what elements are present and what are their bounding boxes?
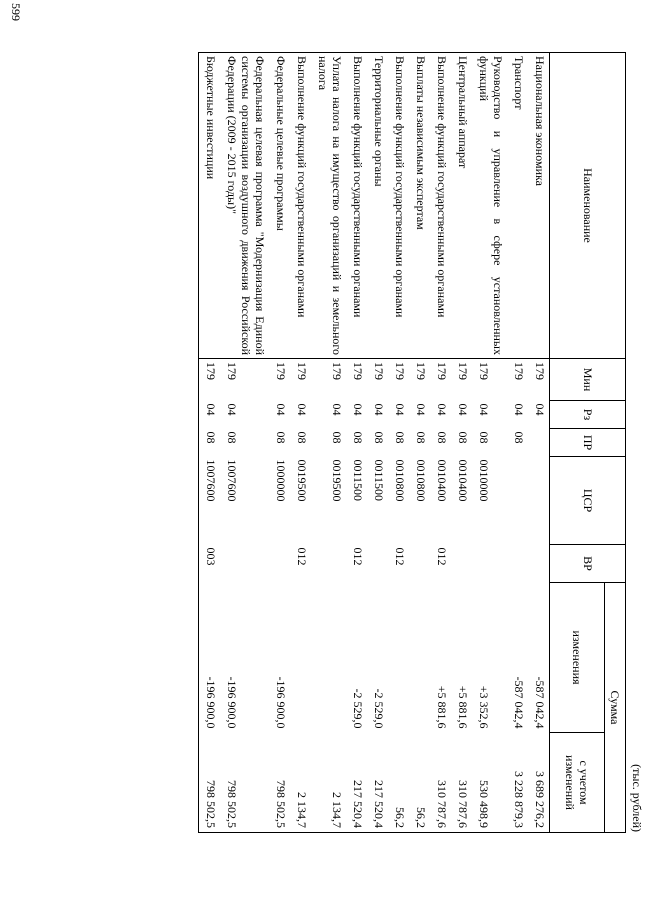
table-row: [346, 53, 367, 833]
row-rz: 04: [477, 403, 491, 416]
row-rz: 04: [414, 403, 428, 416]
header-rz: Рз: [550, 401, 626, 429]
row-changes: -196 900,0: [225, 676, 239, 729]
header-min: Мин: [550, 359, 626, 401]
row-name: Уплата налога на имущество организаций и земельного налога: [311, 53, 346, 359]
row-pr: 08: [330, 431, 344, 444]
row-changes: [311, 583, 346, 733]
row-csr: [507, 457, 528, 545]
row-pr: 08: [372, 431, 386, 444]
row-pr: 08: [456, 431, 470, 444]
table-row: [507, 53, 528, 833]
header-pr: ПР: [550, 429, 626, 457]
row-changes: -2 529,0: [351, 688, 365, 729]
row-pr: [528, 429, 550, 457]
page-number: 599: [9, 3, 23, 21]
table-row: [290, 53, 311, 833]
header-vr: ВР: [550, 545, 626, 583]
header-name: Наименование: [550, 53, 626, 359]
row-with-changes: 3 689 276,2: [528, 733, 550, 833]
row-changes: -196 900,0: [274, 676, 288, 729]
row-name: Федеральная целевая программа "Модернизация Единой системы организации воздушного движения Российской Федерации (2009 - 2015 годы)": [220, 53, 269, 359]
row-vr: [220, 545, 269, 583]
row-rz: 04: [274, 403, 288, 416]
row-csr: 0011500: [372, 459, 386, 502]
row-name: Территориальные органы: [367, 53, 388, 359]
table-row: [472, 53, 507, 833]
row-min: 179: [372, 362, 386, 380]
row-min: 179: [533, 362, 547, 380]
row-name: Руководство и управление в сфере установленных функций: [472, 53, 507, 359]
table-row: [220, 53, 269, 833]
table-row: [430, 53, 451, 833]
header-csr: ЦСР: [550, 457, 626, 545]
row-changes: -196 900,0: [199, 583, 221, 733]
row-csr: 0010000: [477, 459, 491, 502]
row-rz: 04: [351, 403, 365, 416]
row-vr: [507, 545, 528, 583]
row-vr: [472, 545, 507, 583]
row-csr: 0011500: [351, 459, 365, 502]
header-changes: изменения: [550, 583, 605, 733]
table-row: [409, 53, 430, 833]
row-min: 179: [393, 362, 407, 380]
row-rz: 04: [533, 403, 547, 416]
row-csr: 0019500: [295, 459, 309, 502]
row-csr: 0010800: [393, 459, 407, 502]
row-with-changes: 2 134,7: [290, 733, 311, 833]
row-changes: -587 042,4: [533, 676, 547, 729]
row-vr: 012: [295, 547, 309, 566]
row-pr: 08: [225, 431, 239, 444]
row-with-changes: 798 502,5: [199, 733, 221, 833]
row-csr: 1000000: [274, 459, 288, 502]
row-csr: 0010800: [414, 459, 428, 502]
row-vr: [311, 545, 346, 583]
budget-table-sheet: [150, 52, 646, 832]
row-vr: [269, 545, 290, 583]
row-csr: [528, 457, 550, 545]
header-sum: Сумма: [605, 583, 626, 833]
row-with-changes: 798 502,5: [220, 733, 269, 833]
row-name: Центральный аппарат: [451, 53, 472, 359]
row-min: 179: [477, 362, 491, 380]
row-pr: 08: [199, 429, 221, 457]
row-rz: 04: [295, 403, 309, 416]
row-rz: 04: [456, 403, 470, 416]
row-rz: 04: [372, 403, 386, 416]
row-name: Выполнение функций государственными органами: [346, 53, 367, 359]
row-pr: 08: [477, 431, 491, 444]
row-changes: +3 352,6: [477, 685, 491, 729]
budget-table: [198, 52, 626, 833]
row-min: 179: [512, 362, 526, 380]
row-min: 179: [351, 362, 365, 380]
row-min: 179: [225, 362, 239, 380]
table-row: [451, 53, 472, 833]
row-min: 179: [435, 362, 449, 380]
row-csr: 1007600: [225, 459, 239, 502]
table-row: [367, 53, 388, 833]
row-vr: 003: [199, 545, 221, 583]
row-name: Выполнение функций государственными органами: [388, 53, 409, 359]
row-vr: 012: [351, 547, 365, 566]
row-pr: 08: [295, 431, 309, 444]
row-changes: [388, 583, 409, 733]
row-name: Выплаты независимым экспертам: [409, 53, 430, 359]
row-changes: -587 042,4: [512, 676, 526, 729]
row-with-changes: 530 498,9: [472, 733, 507, 833]
table-row: [388, 53, 409, 833]
row-csr: 0010400: [435, 459, 449, 502]
page-number-area: [0, 0, 640, 20]
row-rz: 04: [435, 403, 449, 416]
row-with-changes: 310 787,6: [451, 733, 472, 833]
units-label: (тыс. рублей): [630, 764, 644, 832]
row-with-changes: 217 520,4: [346, 733, 367, 833]
row-min: 179: [330, 362, 344, 380]
row-rz: 04: [512, 403, 526, 416]
row-min: 179: [295, 362, 309, 380]
row-with-changes: 56,2: [388, 733, 409, 833]
row-csr: 0019500: [330, 459, 344, 502]
row-with-changes: 56,2: [409, 733, 430, 833]
row-min: 179: [456, 362, 470, 380]
row-vr: [367, 545, 388, 583]
row-rz: 04: [393, 403, 407, 416]
row-pr: 08: [414, 431, 428, 444]
row-name: Федеральные целевые программы: [269, 53, 290, 359]
table-row: [528, 53, 550, 833]
row-name: Выполнение функций государственными органами: [430, 53, 451, 359]
row-rz: 04: [199, 401, 221, 429]
row-with-changes: 3 228 879,3: [507, 733, 528, 833]
row-with-changes: 2 134,7: [311, 733, 346, 833]
row-changes: +5 881,6: [456, 685, 470, 729]
row-name: Бюджетные инвестиции: [199, 53, 221, 359]
row-pr: 08: [393, 431, 407, 444]
table-row: [199, 53, 221, 833]
row-csr: 1007600: [199, 457, 221, 545]
row-name: Национальная экономика: [528, 53, 550, 359]
row-name: Транспорт: [507, 53, 528, 359]
table-row: [311, 53, 346, 833]
row-min: 179: [414, 362, 428, 380]
row-changes: +5 881,6: [435, 685, 449, 729]
row-changes: [409, 583, 430, 733]
row-rz: 04: [330, 403, 344, 416]
row-vr: 012: [435, 547, 449, 566]
row-vr: 012: [393, 547, 407, 566]
table-row: [269, 53, 290, 833]
row-csr: 0010400: [456, 459, 470, 502]
row-with-changes: 798 502,5: [269, 733, 290, 833]
row-pr: 08: [512, 431, 526, 444]
row-vr: [528, 545, 550, 583]
row-pr: 08: [351, 431, 365, 444]
row-vr: [451, 545, 472, 583]
row-name: Выполнение функций государственными органами: [290, 53, 311, 359]
row-min: 179: [274, 362, 288, 380]
header-with-changes: с учетом изменений: [550, 733, 605, 833]
row-pr: 08: [435, 431, 449, 444]
row-vr: [409, 545, 430, 583]
row-changes: -2 529,0: [372, 688, 386, 729]
row-min: 179: [199, 359, 221, 401]
row-pr: 08: [274, 431, 288, 444]
row-with-changes: 217 520,4: [367, 733, 388, 833]
row-rz: 04: [225, 403, 239, 416]
row-changes: [290, 583, 311, 733]
row-with-changes: 310 787,6: [430, 733, 451, 833]
